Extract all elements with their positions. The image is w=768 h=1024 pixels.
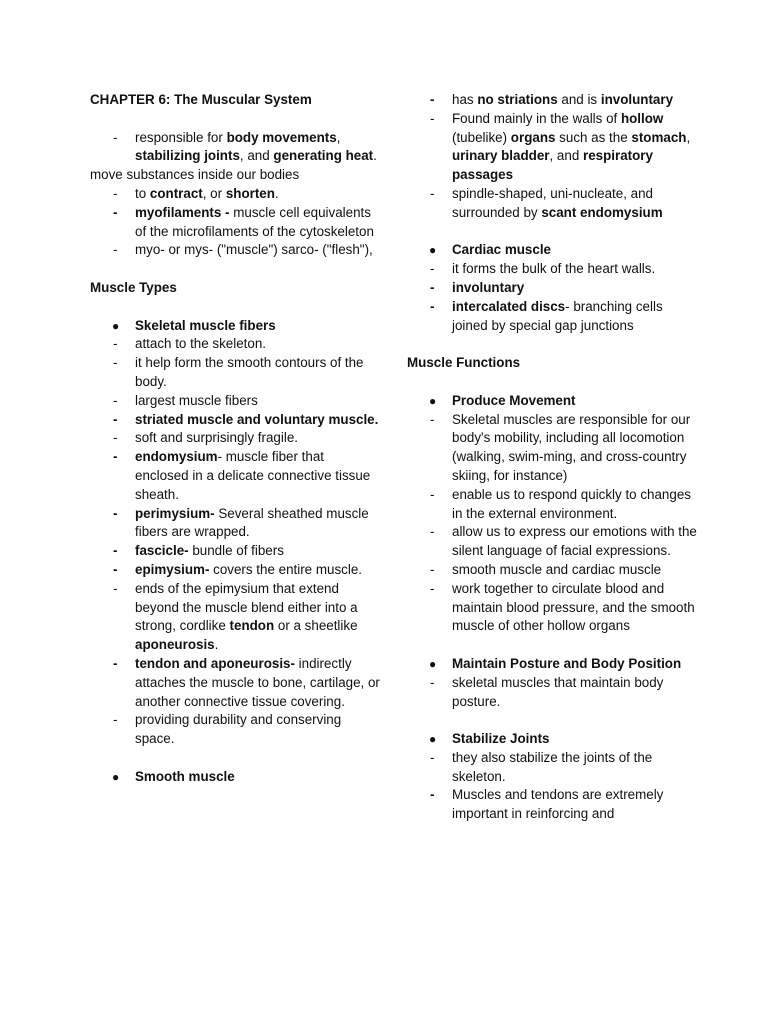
bold-run: Produce Movement xyxy=(452,392,576,408)
dash-marker: - xyxy=(113,336,118,352)
dash-marker: - xyxy=(113,543,118,559)
bold-run: Smooth muscle xyxy=(135,768,235,784)
dash-marker: - xyxy=(430,261,435,277)
dash-marker: - xyxy=(430,749,435,765)
right-column xyxy=(407,91,697,824)
item-text xyxy=(135,429,380,448)
spacer xyxy=(407,636,697,655)
bold-run: fascicle- xyxy=(135,543,189,559)
dash-item xyxy=(407,91,697,110)
item-text xyxy=(135,711,380,749)
dash-item xyxy=(90,354,380,392)
text-run: they also stabilize the joints of the skeleton. xyxy=(452,749,653,784)
bold-run: organs xyxy=(510,129,556,145)
item-text xyxy=(135,580,380,655)
item-text xyxy=(452,91,697,110)
item-text xyxy=(135,317,380,336)
text-run: it forms the bulk of the heart walls. xyxy=(452,261,656,277)
dash-marker: - xyxy=(113,204,118,220)
item-text xyxy=(135,505,380,543)
dash-marker: - xyxy=(113,411,118,427)
bullet-marker: ● xyxy=(112,769,120,784)
text-run: , xyxy=(686,129,691,145)
item-text xyxy=(452,392,697,411)
dash-item xyxy=(90,204,380,242)
section-heading xyxy=(407,354,697,373)
dash-item xyxy=(407,411,697,486)
item-text xyxy=(135,411,380,430)
dash-marker: - xyxy=(430,486,435,502)
item-text xyxy=(135,204,380,242)
text-run: Found mainly in the walls of xyxy=(452,110,621,126)
item-text xyxy=(452,730,697,749)
dash-item xyxy=(407,561,697,580)
dash-item xyxy=(90,241,380,260)
bullet-marker: ● xyxy=(429,656,437,671)
bullet-item xyxy=(407,392,697,411)
bold-run: generating heat xyxy=(273,148,374,164)
text-run: and is xyxy=(557,92,601,107)
bold-run: Skeletal muscle fibers xyxy=(135,317,276,333)
text-run: to xyxy=(135,185,150,201)
bold-run: aponeurosis xyxy=(135,637,215,653)
item-text xyxy=(135,335,380,354)
text-run: . xyxy=(274,185,279,201)
text-run: such as the xyxy=(555,129,632,145)
item-text xyxy=(452,674,697,712)
bold-run: Maintain Posture and Body Position xyxy=(452,655,682,671)
text-run: Several sheathed muscle fibers are wrapped. xyxy=(135,505,369,540)
text-run: work together to circulate blood and maintain blood pressure, and the smooth muscle of other hollow organs xyxy=(452,580,695,634)
bold-run: respiratory passages xyxy=(452,148,653,183)
text-run: smooth muscle and cardiac muscle xyxy=(452,561,662,577)
bold-run: involuntary xyxy=(600,92,674,107)
dash-marker: - xyxy=(430,561,435,577)
text-run: . xyxy=(373,148,377,164)
text-run: - muscle fiber that enclosed in a delicate connective tissue sheath. xyxy=(135,449,371,502)
text-run: largest muscle fibers xyxy=(135,392,258,408)
spacer xyxy=(407,373,697,392)
section-heading xyxy=(90,279,380,298)
bold-run: epimysium- xyxy=(135,561,210,577)
bullet-item xyxy=(407,241,697,260)
bold-run: tendon and aponeurosis- xyxy=(135,655,295,671)
dash-marker: - xyxy=(113,242,118,258)
dash-item xyxy=(90,392,380,411)
text-run: move substances inside our bodies xyxy=(90,167,300,183)
bold-run: intercalated discs xyxy=(452,298,566,314)
item-text xyxy=(135,655,380,711)
dash-item xyxy=(407,260,697,279)
text-run: , and xyxy=(549,148,583,164)
bold-run: Muscle Types xyxy=(90,279,177,295)
item-text xyxy=(135,542,380,561)
bold-run: contract xyxy=(149,185,203,201)
dash-item xyxy=(407,185,697,223)
item-text xyxy=(452,786,697,824)
dash-marker: - xyxy=(113,129,118,145)
item-text xyxy=(135,392,380,411)
dash-item xyxy=(90,448,380,504)
spacer xyxy=(90,110,380,129)
text-run: Muscles and tendons are extremely important in reinforcing and xyxy=(452,787,664,822)
item-text xyxy=(135,561,380,580)
dash-marker: - xyxy=(113,561,118,577)
text-run: skeletal muscles that maintain body posture. xyxy=(452,674,664,709)
dash-item xyxy=(407,674,697,712)
dash-marker: - xyxy=(430,580,435,596)
text-run: covers the entire muscle. xyxy=(209,561,362,577)
text-run: providing durability and conserving space. xyxy=(135,712,342,747)
dash-item xyxy=(407,523,697,561)
bold-run: hollow xyxy=(620,110,664,126)
text-run: spindle-shaped, uni-nucleate, and surrounded by xyxy=(452,185,654,220)
text-run: Skeletal muscles are responsible for our body's mobility, including all locomotion (walking, swim-ming, and cross-country skiing, for instance) xyxy=(452,411,691,483)
dash-marker: - xyxy=(113,355,118,371)
item-text xyxy=(452,241,697,260)
dash-item xyxy=(90,411,380,430)
dash-item xyxy=(407,749,697,787)
left-column xyxy=(90,91,380,786)
dash-item xyxy=(90,655,380,711)
spacer xyxy=(407,335,697,354)
dash-marker: - xyxy=(430,279,435,295)
text-run: indirectly attaches the muscle to bone, cartilage, or another connective tissue covering. xyxy=(135,655,380,709)
text-run: , and xyxy=(239,148,274,164)
bold-run: body movements xyxy=(226,129,337,145)
item-text xyxy=(135,768,380,787)
dash-item xyxy=(90,561,380,580)
bold-run: perimysium- xyxy=(135,505,215,521)
text-run: bundle of fibers xyxy=(188,543,284,559)
item-text xyxy=(135,129,380,167)
text-run: . xyxy=(214,637,219,653)
text-run: ends of the epimysium that extend beyond the muscle blend either into a strong, cordlike xyxy=(135,580,358,634)
section-heading xyxy=(90,91,380,110)
bold-run: Cardiac muscle xyxy=(452,242,551,258)
spacer xyxy=(407,223,697,242)
dash-marker: - xyxy=(430,787,435,803)
dash-marker: - xyxy=(430,524,435,540)
dash-marker: - xyxy=(113,505,118,521)
bold-run: scant endomysium xyxy=(541,204,663,220)
item-text xyxy=(452,580,697,636)
dash-item xyxy=(90,129,380,167)
bullet-marker: ● xyxy=(112,318,120,333)
bold-run: urinary bladder xyxy=(452,148,550,164)
bullet-marker: ● xyxy=(429,393,437,408)
dash-item xyxy=(407,110,697,185)
text-run: (tubelike) xyxy=(452,129,511,145)
item-text xyxy=(452,279,697,298)
bold-run: shorten xyxy=(225,185,275,201)
text-run: attach to the skeleton. xyxy=(135,336,267,352)
item-text xyxy=(135,354,380,392)
dash-marker: - xyxy=(430,411,435,427)
bullet-item xyxy=(407,655,697,674)
dash-marker: - xyxy=(113,392,118,408)
dash-marker: - xyxy=(430,185,435,201)
item-text xyxy=(452,298,697,336)
dash-marker: - xyxy=(113,655,118,671)
spacer xyxy=(90,749,380,768)
item-text xyxy=(452,655,697,674)
dash-item xyxy=(90,711,380,749)
dash-marker: - xyxy=(430,674,435,690)
bold-run: Stabilize Joints xyxy=(452,731,550,747)
item-text xyxy=(452,486,697,524)
text-run: responsible for xyxy=(135,129,227,145)
item-text xyxy=(452,185,697,223)
text-run: myo- or mys- ("muscle") sarco- ("flesh"), xyxy=(135,242,373,258)
item-text xyxy=(452,411,697,486)
item-text xyxy=(452,260,697,279)
dash-item xyxy=(90,335,380,354)
item-text xyxy=(135,241,380,260)
item-text xyxy=(452,561,697,580)
bold-run: tendon xyxy=(229,618,275,634)
bold-run: stomach xyxy=(631,129,687,145)
dash-marker: - xyxy=(113,430,118,446)
text-run: has xyxy=(452,92,478,107)
spacer xyxy=(90,260,380,279)
dash-item xyxy=(407,580,697,636)
bold-run: CHAPTER 6: The Muscular System xyxy=(90,92,312,107)
item-text xyxy=(452,749,697,787)
spacer xyxy=(407,711,697,730)
dash-marker: - xyxy=(113,580,118,596)
item-text xyxy=(135,185,380,204)
bold-run: stabilizing joints xyxy=(135,148,240,164)
text-line xyxy=(90,166,380,185)
item-text xyxy=(452,110,697,185)
bold-run: involuntary xyxy=(452,279,525,295)
dash-marker: - xyxy=(430,92,435,107)
bold-run: endomysium xyxy=(135,449,218,465)
text-run: it help form the smooth contours of the body. xyxy=(135,355,364,389)
item-text xyxy=(135,448,380,504)
dash-item xyxy=(407,786,697,824)
bullet-marker: ● xyxy=(429,732,437,747)
dash-item xyxy=(407,298,697,336)
bold-run: Muscle Functions xyxy=(407,355,521,371)
dash-item xyxy=(407,486,697,524)
text-run: enable us to respond quickly to changes in the external environment. xyxy=(452,486,691,521)
text-run: , xyxy=(336,129,341,145)
text-run: allow us to express our emotions with the silent language of facial expressions. xyxy=(452,524,697,559)
dash-item xyxy=(90,580,380,655)
text-run: soft and surprisingly fragile. xyxy=(135,430,298,446)
item-text xyxy=(452,523,697,561)
text-run: , or xyxy=(202,185,226,201)
bullet-item xyxy=(407,730,697,749)
bold-run: striated muscle and voluntary muscle. xyxy=(135,411,379,427)
bold-run: no striations xyxy=(477,92,558,107)
text-run: muscle cell equivalents of the microfilaments of the cytoskeleton xyxy=(135,204,374,239)
dash-item xyxy=(90,429,380,448)
bullet-item xyxy=(90,317,380,336)
text-run: or a sheetlike xyxy=(274,618,358,634)
bold-run: myofilaments - xyxy=(135,204,234,220)
dash-marker: - xyxy=(113,449,118,465)
dash-item xyxy=(407,279,697,298)
dash-marker: - xyxy=(430,110,435,126)
spacer xyxy=(90,298,380,317)
dash-marker: - xyxy=(113,185,118,201)
dash-marker: - xyxy=(113,712,118,728)
dash-item xyxy=(90,542,380,561)
bullet-marker: ● xyxy=(429,243,437,258)
dash-marker: - xyxy=(430,298,435,314)
bullet-item xyxy=(90,768,380,787)
text-run: - branching cells joined by special gap junctions xyxy=(452,298,663,333)
dash-item xyxy=(90,185,380,204)
dash-item xyxy=(90,505,380,543)
